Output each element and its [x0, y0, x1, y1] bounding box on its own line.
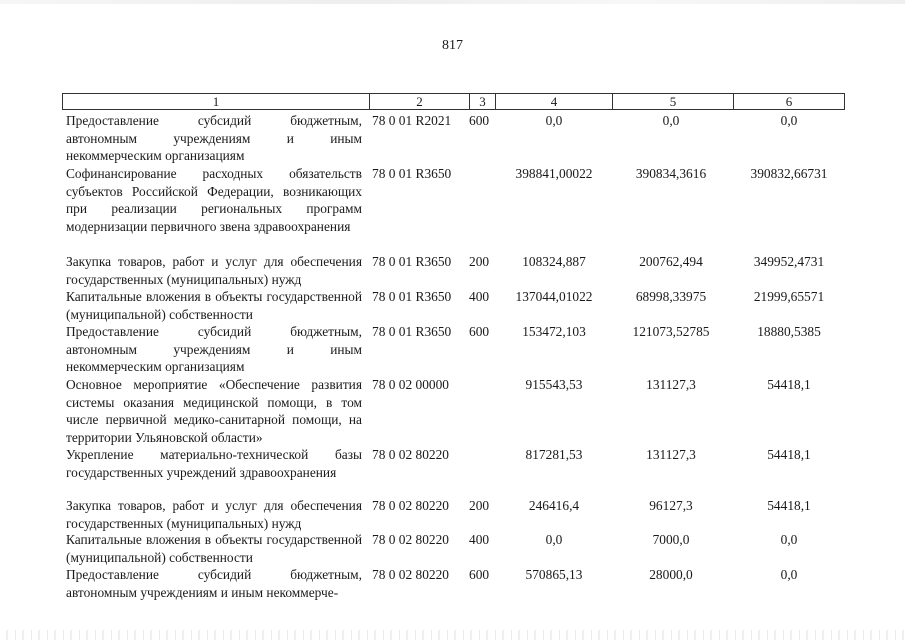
row-code: 78 0 01 R3650 [372, 254, 452, 269]
header-col-3: 3 [469, 94, 495, 109]
row-value-col5: 390834,3616 [635, 166, 707, 181]
row-name: Закупка товаров, работ и услуг для обеспечения государственных (муниципальных) нужд [66, 498, 362, 531]
row-value-col6: 349952,4731 [753, 254, 825, 269]
row-expense-type: 400 [469, 532, 490, 547]
row-value-col4: 915543,53 [525, 377, 583, 392]
row-name: Предоставление субсидий бюджетным, автономным учреждениям и иным некоммерче- [66, 567, 362, 600]
row-value-col5: 0,0 [662, 113, 680, 128]
row-value-col4: 0,0 [545, 113, 563, 128]
row-expense-type: 200 [469, 254, 490, 269]
header-col-2: 2 [369, 94, 469, 109]
row-name: Укрепление материально-технической базы государственных учреждений здравоохранения [66, 447, 362, 480]
row-code: 78 0 01 R2021 [372, 113, 452, 128]
row-value-col6: 54418,1 [767, 447, 811, 462]
row-value-col5: 96127,3 [649, 498, 693, 513]
row-value-col6: 0,0 [780, 532, 798, 547]
row-value-col5: 131127,3 [646, 447, 696, 462]
row-value-col4: 108324,887 [522, 254, 586, 269]
row-value-col4: 137044,01022 [515, 289, 593, 304]
row-value-col6: 0,0 [780, 567, 798, 582]
scan-edge-bottom [0, 630, 905, 640]
row-expense-type: 600 [469, 113, 490, 128]
row-value-col5: 7000,0 [652, 532, 690, 547]
row-value-col6: 54418,1 [767, 377, 811, 392]
header-col-4: 4 [495, 94, 612, 109]
row-value-col4: 817281,53 [525, 447, 583, 462]
row-value-col6: 390832,66731 [750, 166, 828, 181]
row-expense-type: 400 [469, 289, 490, 304]
row-expense-type: 600 [469, 567, 490, 582]
row-value-col4: 398841,00022 [515, 166, 593, 181]
header-col-5: 5 [612, 94, 733, 109]
row-code: 78 0 01 R3650 [372, 289, 452, 304]
row-expense-type: 600 [469, 324, 490, 339]
row-value-col6: 18880,5385 [757, 324, 821, 339]
table-header-row [62, 93, 845, 110]
row-code: 78 0 02 80220 [372, 532, 449, 547]
row-value-col4: 153472,103 [522, 324, 586, 339]
scan-edge-top [0, 0, 905, 4]
row-name: Капитальные вложения в объекты государственной (муниципальной) собственности [66, 289, 362, 322]
row-value-col6: 21999,65571 [753, 289, 825, 304]
row-value-col5: 200762,494 [639, 254, 703, 269]
row-value-col4: 570865,13 [525, 567, 583, 582]
row-value-col6: 54418,1 [767, 498, 811, 513]
row-name: Основное мероприятие «Обеспечение развития системы оказания медицинской помощи, в том числе первичной медико-санитарной помощи, на территории Ульяновской области» [66, 377, 362, 445]
row-value-col4: 246416,4 [528, 498, 580, 513]
row-code: 78 0 01 R3650 [372, 166, 452, 181]
row-code: 78 0 02 00000 [372, 377, 449, 392]
row-code: 78 0 02 80220 [372, 498, 449, 513]
row-name: Предоставление субсидий бюджетным, автономным учреждениям и иным некоммерческим организациям [66, 113, 362, 163]
row-value-col5: 131127,3 [646, 377, 696, 392]
row-value-col5: 121073,52785 [632, 324, 710, 339]
row-code: 78 0 02 80220 [372, 447, 449, 462]
row-code: 78 0 01 R3650 [372, 324, 452, 339]
row-name: Закупка товаров, работ и услуг для обеспечения государственных (муниципальных) нужд [66, 254, 362, 287]
row-name: Капитальные вложения в объекты государственной (муниципальной) собственности [66, 532, 362, 565]
row-code: 78 0 02 80220 [372, 567, 449, 582]
row-name: Предоставление субсидий бюджетным, автономным учреждениям и иным некоммерческим организациям [66, 324, 362, 374]
header-col-1: 1 [212, 94, 220, 109]
row-value-col5: 68998,33975 [635, 289, 707, 304]
row-expense-type: 200 [469, 498, 490, 513]
row-value-col6: 0,0 [780, 113, 798, 128]
row-name: Софинансирование расходных обязательств субъектов Российской Федерации, возникающих при реализации региональных программ модернизации первичного звена здравоохранения [66, 166, 362, 234]
row-value-col4: 0,0 [545, 532, 563, 547]
row-value-col5: 28000,0 [649, 567, 693, 582]
header-col-6: 6 [733, 94, 844, 109]
page-number: 817 [442, 38, 463, 53]
